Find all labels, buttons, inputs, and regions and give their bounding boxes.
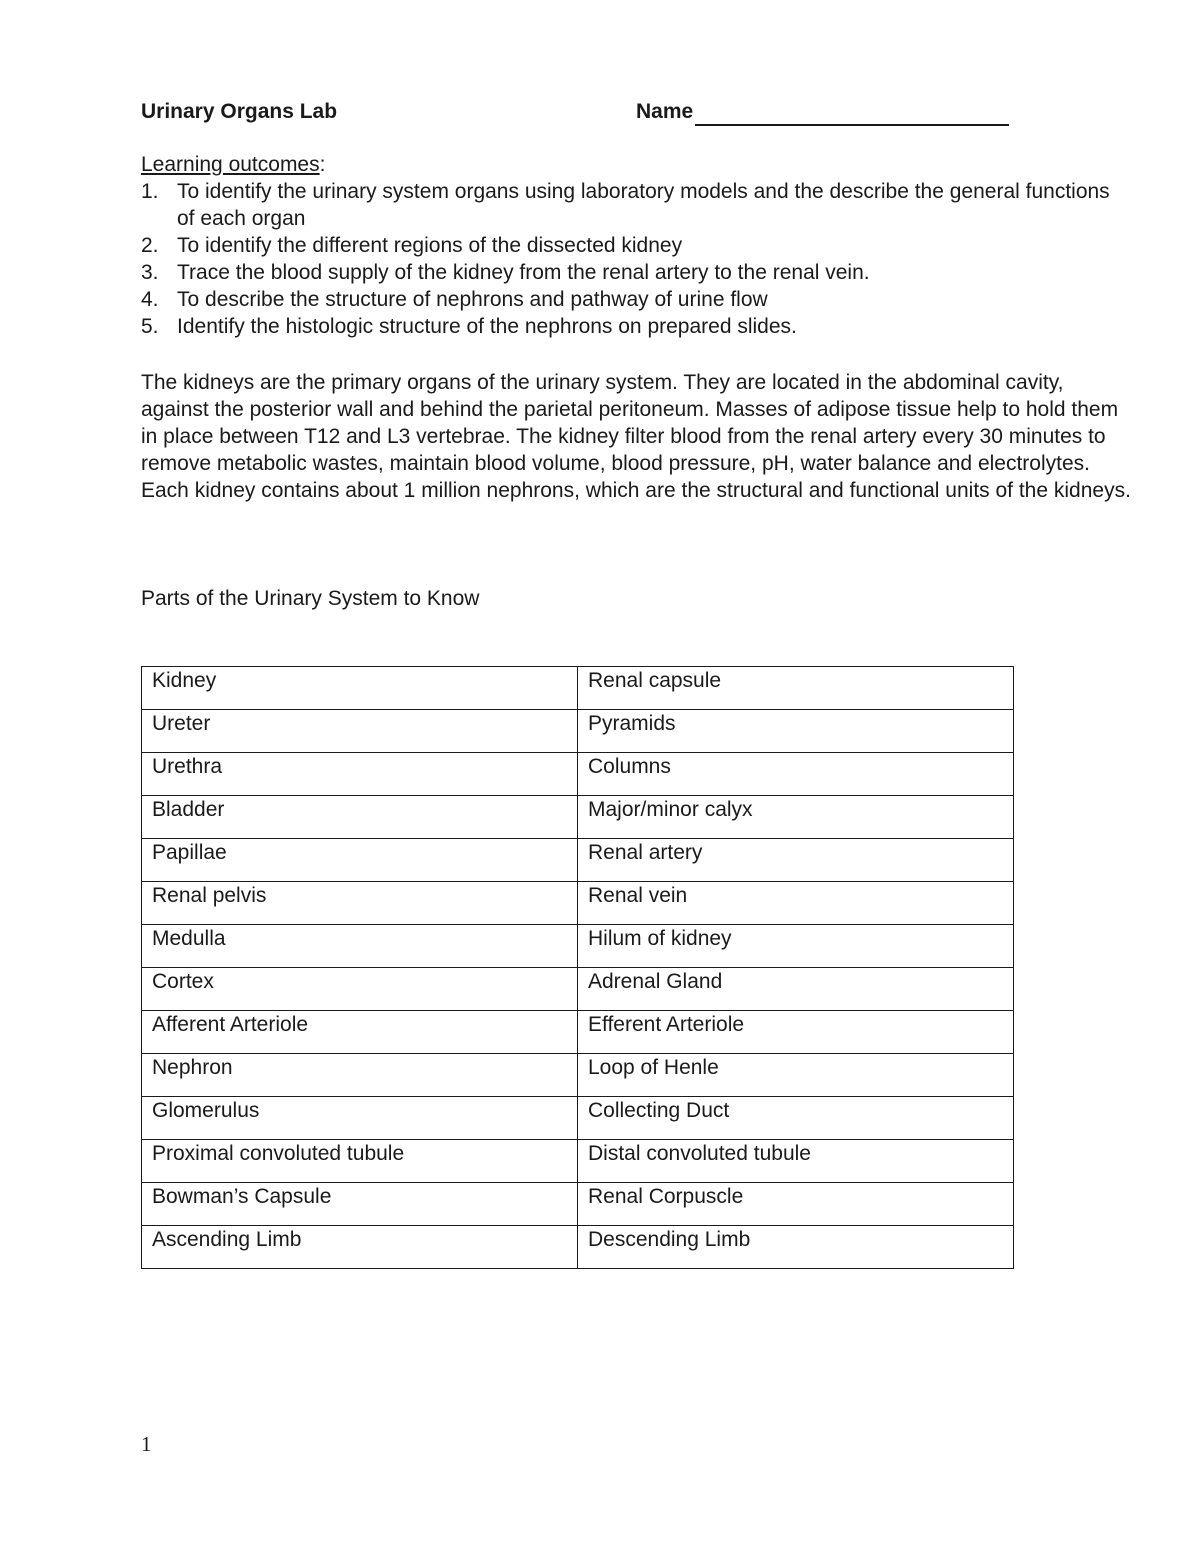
learning-outcomes-heading-text: Learning outcomes (141, 153, 320, 176)
table-cell: Hilum of kidney (578, 925, 1014, 968)
table-row (142, 839, 1014, 882)
table-cell: Urethra (142, 753, 578, 796)
page-title: Urinary Organs Lab (141, 100, 338, 123)
table-row (142, 1011, 1014, 1054)
table-cell: Renal pelvis (142, 882, 578, 925)
table-cell: Nephron (142, 1054, 578, 1097)
table-row (142, 882, 1014, 925)
table-row (142, 1226, 1014, 1269)
table-cell: Renal Corpuscle (578, 1183, 1014, 1226)
table-cell: Renal artery (578, 839, 1014, 882)
table-cell: Renal vein (578, 882, 1014, 925)
table-cell: Efferent Arteriole (578, 1011, 1014, 1054)
table-cell: Ascending Limb (142, 1226, 578, 1269)
table-cell: Afferent Arteriole (142, 1011, 578, 1054)
list-item (141, 259, 1131, 286)
table-cell: Adrenal Gland (578, 968, 1014, 1011)
table-cell: Bladder (142, 796, 578, 839)
table-cell: Major/minor calyx (578, 796, 1014, 839)
table-row (142, 925, 1014, 968)
list-item-number: 2. (141, 234, 159, 257)
table-row (142, 796, 1014, 839)
table-cell: Medulla (142, 925, 578, 968)
table-cell: Collecting Duct (578, 1097, 1014, 1140)
list-item (141, 313, 1131, 340)
learning-outcomes-heading (141, 151, 325, 179)
table-row (142, 667, 1014, 710)
list-item (141, 178, 1131, 232)
list-item (141, 232, 1131, 259)
table-cell: Glomerulus (142, 1097, 578, 1140)
name-blank-line[interactable] (695, 102, 1009, 126)
parts-table (141, 666, 1014, 1269)
list-item-number: 3. (141, 261, 159, 284)
list-item-text: Identify the histologic structure of the nephrons on prepared slides. (177, 315, 797, 338)
list-item-text: Trace the blood supply of the kidney from the renal artery to the renal vein. (177, 261, 870, 284)
table-cell: Papillae (142, 839, 578, 882)
table-cell: Ureter (142, 710, 578, 753)
table-cell: Pyramids (578, 710, 1014, 753)
table-cell: Distal convoluted tubule (578, 1140, 1014, 1183)
table-row (142, 1054, 1014, 1097)
list-item (141, 286, 1131, 313)
list-item-number: 5. (141, 315, 159, 338)
page-number: 1 (141, 1432, 152, 1456)
table-cell: Renal capsule (578, 667, 1014, 710)
table-row (142, 710, 1014, 753)
table-row (142, 1183, 1014, 1226)
table-cell: Descending Limb (578, 1226, 1014, 1269)
table-row (142, 968, 1014, 1011)
parts-heading: Parts of the Urinary System to Know (141, 587, 480, 610)
table-cell: Kidney (142, 667, 578, 710)
list-item-number: 1. (141, 180, 159, 203)
name-label: Name (636, 100, 694, 123)
name-field[interactable] (636, 98, 1009, 126)
table-row (142, 1140, 1014, 1183)
table-row (142, 1097, 1014, 1140)
table-cell: Columns (578, 753, 1014, 796)
learning-outcomes-list (141, 178, 1131, 340)
kidney-intro-paragraph: The kidneys are the primary organs of the urinary system. They are located in the abdominal cavity, against the posterior wall and behind the parietal peritoneum. Masses of adipose tissue help to hold them in place between T12 and L3 vertebrae. The kidney filter blood from the renal artery every 30 minutes to remove metabolic wastes, maintain blood volume, blood pressure, pH, water balance and electrolytes. Each kidney contains about 1 million nephrons, which are the structural and functional units of the kidneys. (141, 371, 1131, 502)
list-item-text: To identify the urinary system organs using laboratory models and the describe the general functions of each organ (177, 180, 1110, 230)
list-item-text: To identify the different regions of the dissected kidney (177, 234, 683, 257)
table-cell: Proximal convoluted tubule (142, 1140, 578, 1183)
list-item-text: To describe the structure of nephrons and pathway of urine flow (177, 288, 768, 311)
learning-outcomes-heading-colon: : (319, 153, 326, 176)
table-cell: Cortex (142, 968, 578, 1011)
table-cell: Bowman’s Capsule (142, 1183, 578, 1226)
table-row (142, 753, 1014, 796)
list-item-number: 4. (141, 288, 159, 311)
table-cell: Loop of Henle (578, 1054, 1014, 1097)
